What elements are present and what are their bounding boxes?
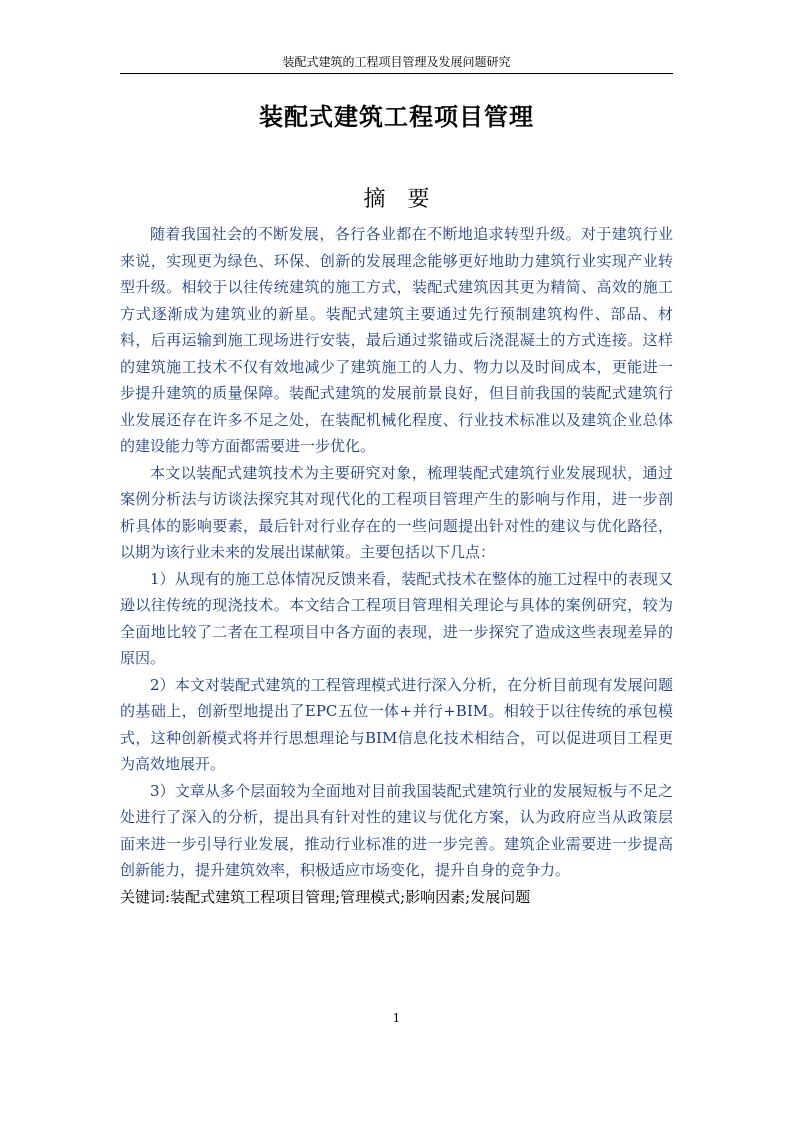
document-title: 装配式建筑工程项目管理 <box>259 103 534 131</box>
abstract-heading <box>120 184 673 216</box>
abstract-paragraph-2: 本文以装配式建筑技术为主要研究对象，梳理装配式建筑行业发展现状，通过案例分析法与访谈法探究其对现代化的工程项目管理产生的影响与作用，进一步剖析具体的影响要素，最后针对行业存在的一些问题提出针对性的建议与优化路径，以期为该行业未来的发展出谋献策。主要包括以下几点： <box>120 463 673 561</box>
keywords-text: :装配式建筑工程项目管理;管理模式;影响因素;发展问题 <box>165 887 531 906</box>
abstract-heading-text: 摘要 <box>363 187 452 212</box>
abstract-paragraph-3: 1）从现有的施工总体情况反馈来看，装配式技术在整体的施工过程中的表现又逊以往传统的现浇技术。本文结合工程项目管理相关理论与具体的案例研究，较为全面地比较了二者在工程项目中各方面的表现，进一步探究了造成这些表现差异的原因。 <box>120 569 673 667</box>
abstract-body <box>120 221 673 910</box>
keywords-line <box>120 884 673 911</box>
header-divider <box>120 73 673 74</box>
running-header: 装配式建筑的工程项目管理及发展问题研究 <box>282 55 511 69</box>
keywords-label: 关键词 <box>120 887 166 906</box>
abstract-paragraph-5: 3）文章从多个层面较为全面地对目前我国装配式建筑行业的发展短板与不足之处进行了深入的分析，提出具有针对性的建议与优化方案，认为政府应当从政策层面来进一步引导行业发展，推动行业标准的进一步完善。建筑企业需要进一步提高创新能力，提升建筑效率，积极适应市场变化，提升自身的竞争力。 <box>120 781 673 879</box>
abstract-paragraph-4: 2）本文对装配式建筑的工程管理模式进行深入分析，在分析目前现有发展问题的基础上，创新型地提出了EPC五位一体+并行+BIM。相较于以往传统的承包模式，这种创新模式将并行思想理论与BIM信息化技术相结合，可以促进项目工程更为高效地展开。 <box>120 675 673 773</box>
page-number: 1 <box>392 1011 401 1025</box>
abstract-paragraph-1: 随着我国社会的不断发展，各行各业都在不断地追求转型升级。对于建筑行业来说，实现更为绿色、环保、创新的发展理念能够更好地助力建筑行业实现产业转型升级。相较于以往传统建筑的施工方式，装配式建筑因其更为精简、高效的施工方式逐渐成为建筑业的新星。装配式建筑主要通过先行预制建筑构件、部品、材料，后再运输到施工现场进行安装，最后通过浆锚或后浇混凝土的方式连接。这样的建筑施工技术不仅有效地减少了建筑施工的人力、物力以及时间成本，更能进一步提升建筑的质量保障。装配式建筑的发展前景良好，但目前我国的装配式建筑行业发展还存在许多不足之处，在装配机械化程度、行业技术标准以及建筑企业总体的建设能力等方面都需要进一步优化。 <box>120 225 673 455</box>
